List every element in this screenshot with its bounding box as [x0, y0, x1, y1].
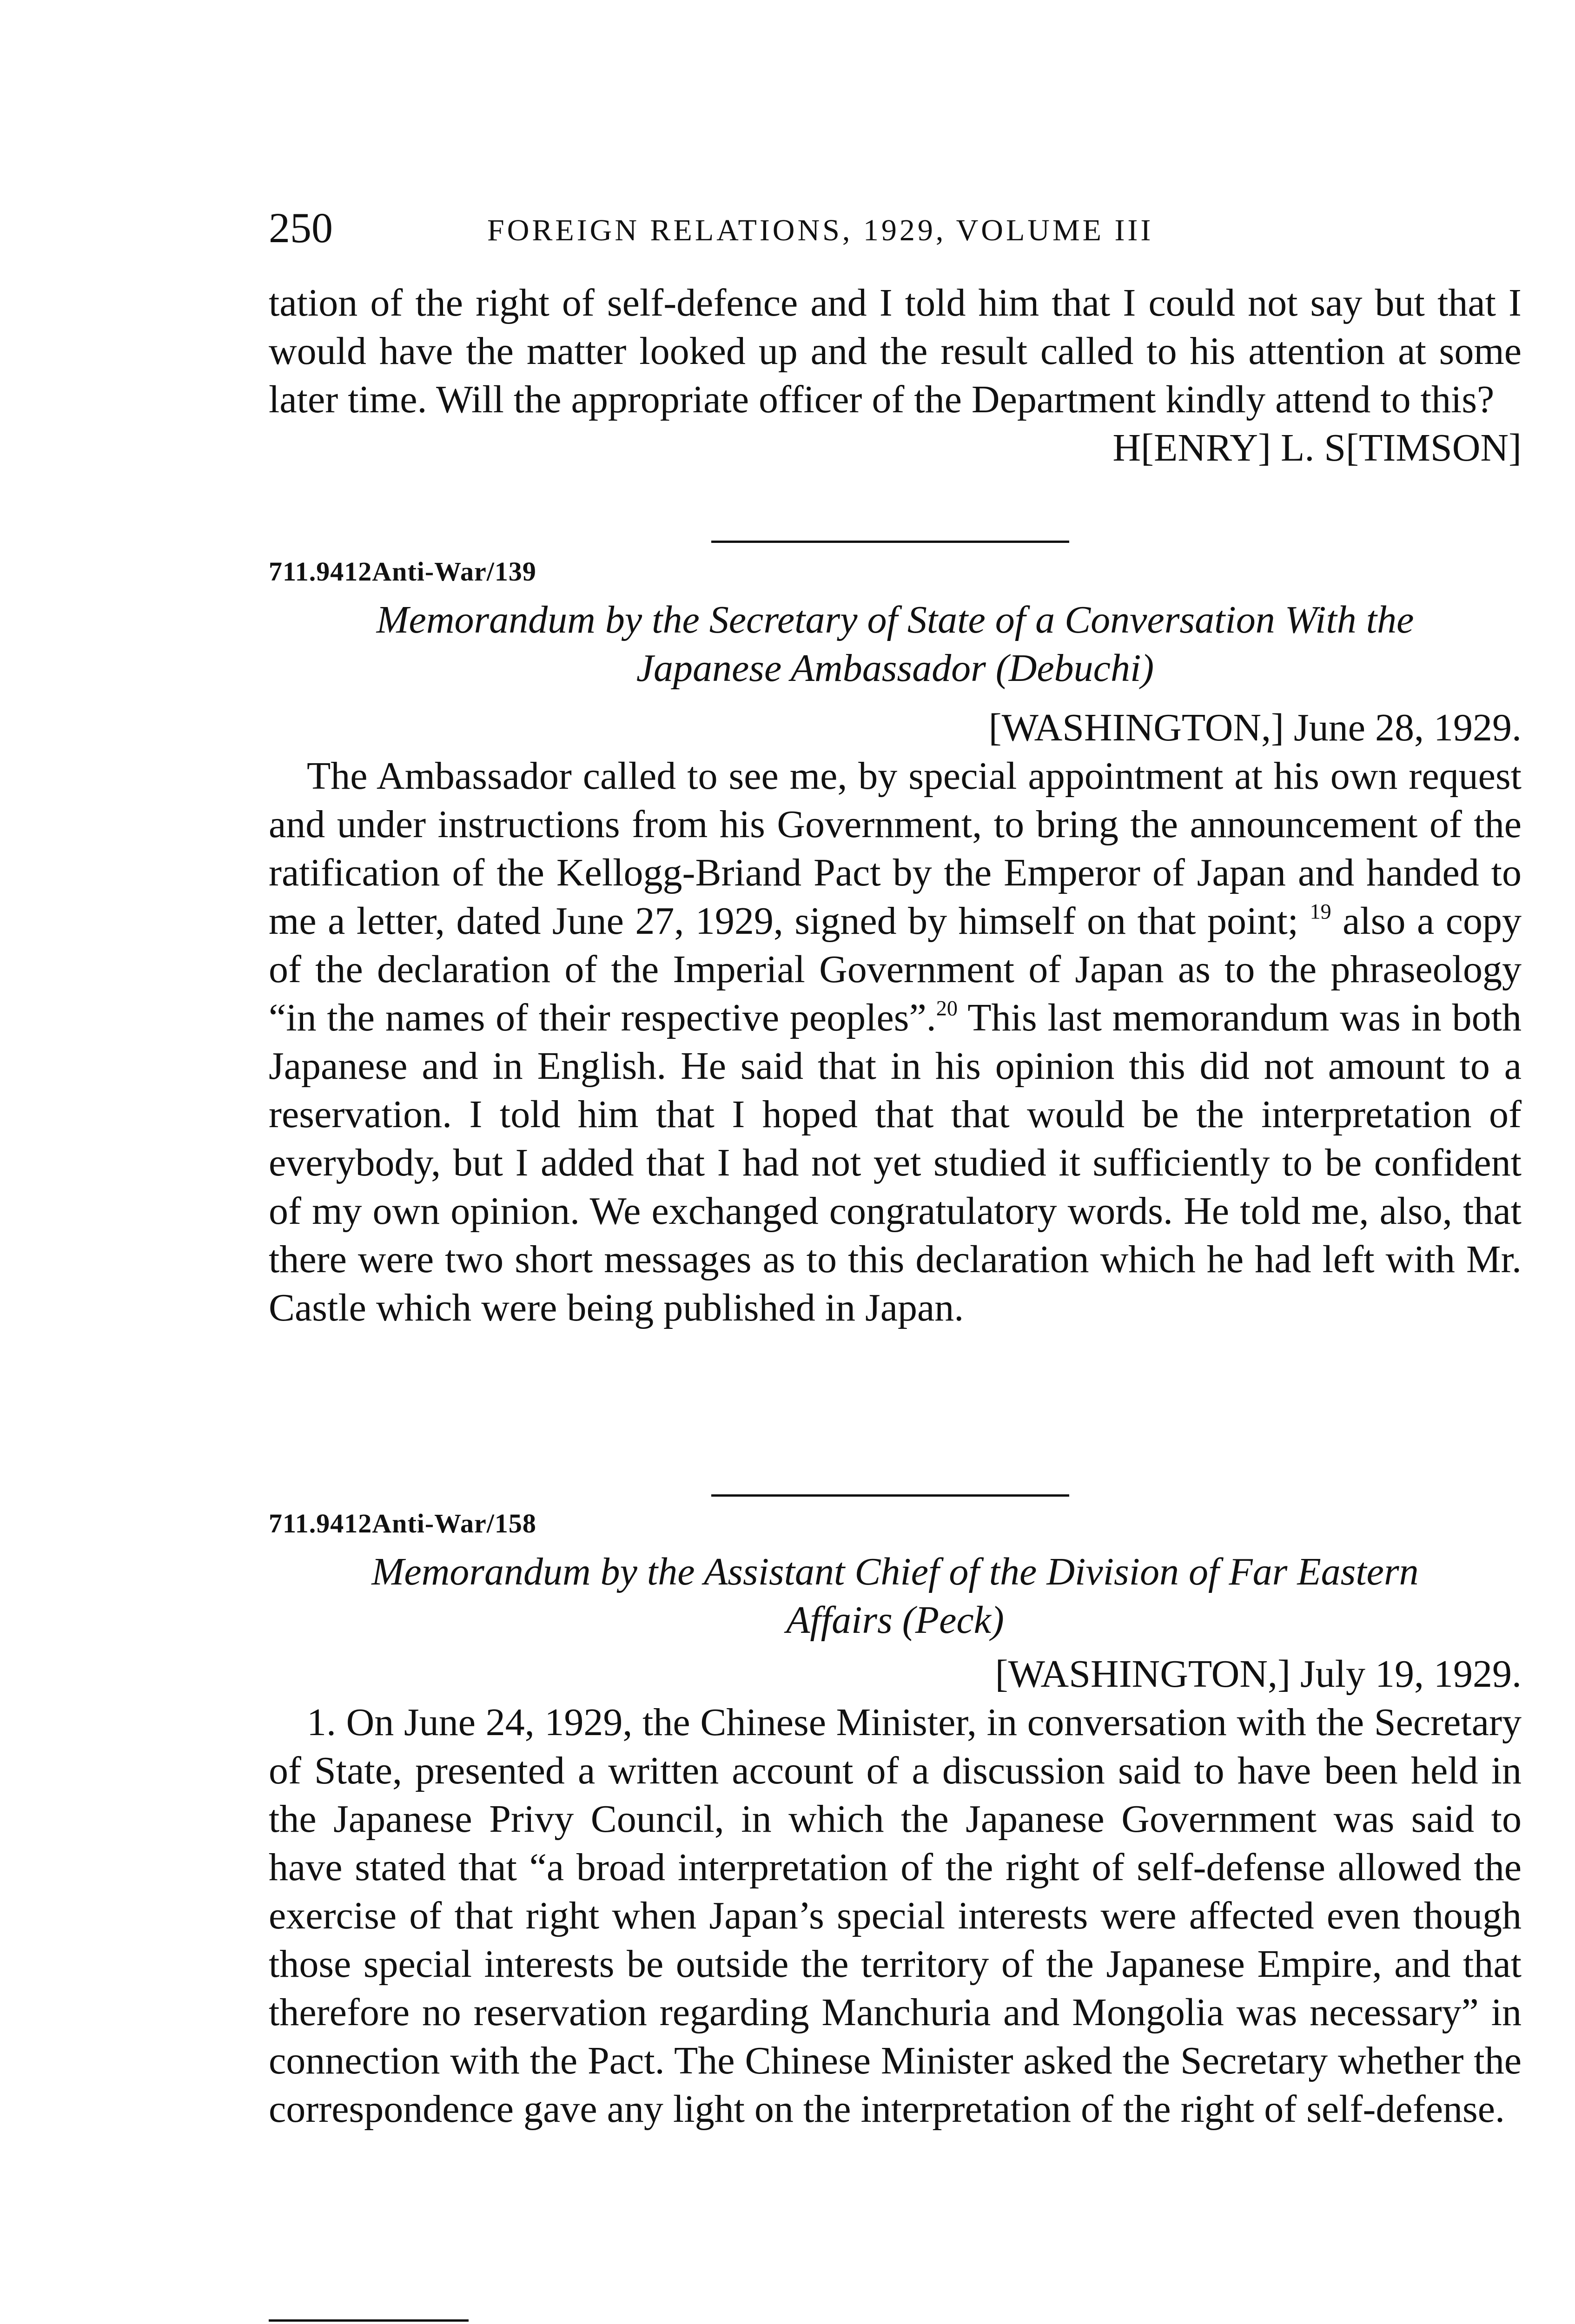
section-divider: [711, 541, 1069, 543]
continued-paragraph: tation of the right of self-defence and I told him that I could not say but that I would have the matter looked up and the result called to his attention at some later time. Will the appropriate officer of the Department kindly attend to this?: [269, 281, 1522, 421]
memo-title-line: Memorandum by the Assistant Chief of the Division of Far Eastern: [371, 1550, 1419, 1593]
page-header: [269, 202, 1522, 253]
file-reference: 711.9412Anti-War/158: [269, 1508, 536, 1538]
page-number: 250: [269, 204, 333, 251]
file-reference: 711.9412Anti-War/139: [269, 556, 536, 587]
running-title: FOREIGN RELATIONS, 1929, VOLUME III: [487, 213, 1154, 247]
footnote-ref: 19: [1310, 899, 1331, 924]
paragraph-text: also a copy of the declaration of the Imperial Government of Japan as to the phraseology “in the names of their respective peoples”.: [269, 899, 1522, 1039]
document-2: [269, 1505, 1522, 2133]
memo-title-line: Memorandum by the Secretary of State of a Conversation With the: [376, 598, 1414, 641]
signature: H[ENRY] L. S[TIMSON]: [1112, 426, 1522, 469]
dateline-date: July 19, 1929.: [1300, 1652, 1522, 1696]
section-divider: [711, 1494, 1069, 1497]
memo-title: [269, 596, 1522, 693]
memo-title-line: Affairs (Peck): [786, 1598, 1004, 1642]
dateline: [269, 704, 1522, 752]
footnote-ref: 20: [936, 996, 958, 1020]
continued-section: [269, 279, 1522, 472]
body-paragraph: 1. On June 24, 1929, the Chinese Minister, in conversation with the Secretary of State, presented a written account of a discussion said to have been held in the Japanese Privy Council, in which the Japanese Government was said to have stated that “a broad interpretation of the right of self-defense allowed the exercise of that right when Japan’s special interests were affected even though those special interests be outside the territory of the Japanese Empire, and that therefore no reservation regarding Manchuria and Mongolia was necessary” in connection with the Pact. The Chinese Minister asked the Secretary whether the correspondence gave any light on the interpretation of the right of self-defense.: [269, 1701, 1522, 2131]
body-paragraph: [269, 752, 1522, 1332]
dateline-place: [WASHINGTON,]: [995, 1652, 1290, 1696]
memo-title: [269, 1548, 1522, 1644]
document-1: [269, 553, 1522, 1332]
paragraph-text: This last memorandum was in both Japanese and in English. He said that in his opinion this did not amount to a reservation. I told him that I hoped that that would be the interpretation of everybody, but I added that I had not yet studied it sufficiently to be confident of my own opinion. We exchanged congratulatory words. He told me, also, that there were two short messages as to this declaration which he had left with Mr. Castle which were being published in Japan.: [269, 996, 1522, 1329]
footnote-divider: [269, 2319, 469, 2322]
dateline-place: [WASHINGTON,]: [988, 706, 1284, 749]
memo-title-line: Japanese Ambassador (Debuchi): [636, 647, 1154, 690]
paragraph-text: The Ambassador called to see me, by special appointment at his own request and under instructions from his Government, to bring the announcement of the ratification of the Kellogg-Briand Pact by the Emperor of Japan and handed to me a letter, dated June 27, 1929, signed by himself on that point;: [269, 754, 1522, 943]
dateline: [269, 1650, 1522, 1698]
dateline-date: June 28, 1929.: [1294, 706, 1522, 749]
